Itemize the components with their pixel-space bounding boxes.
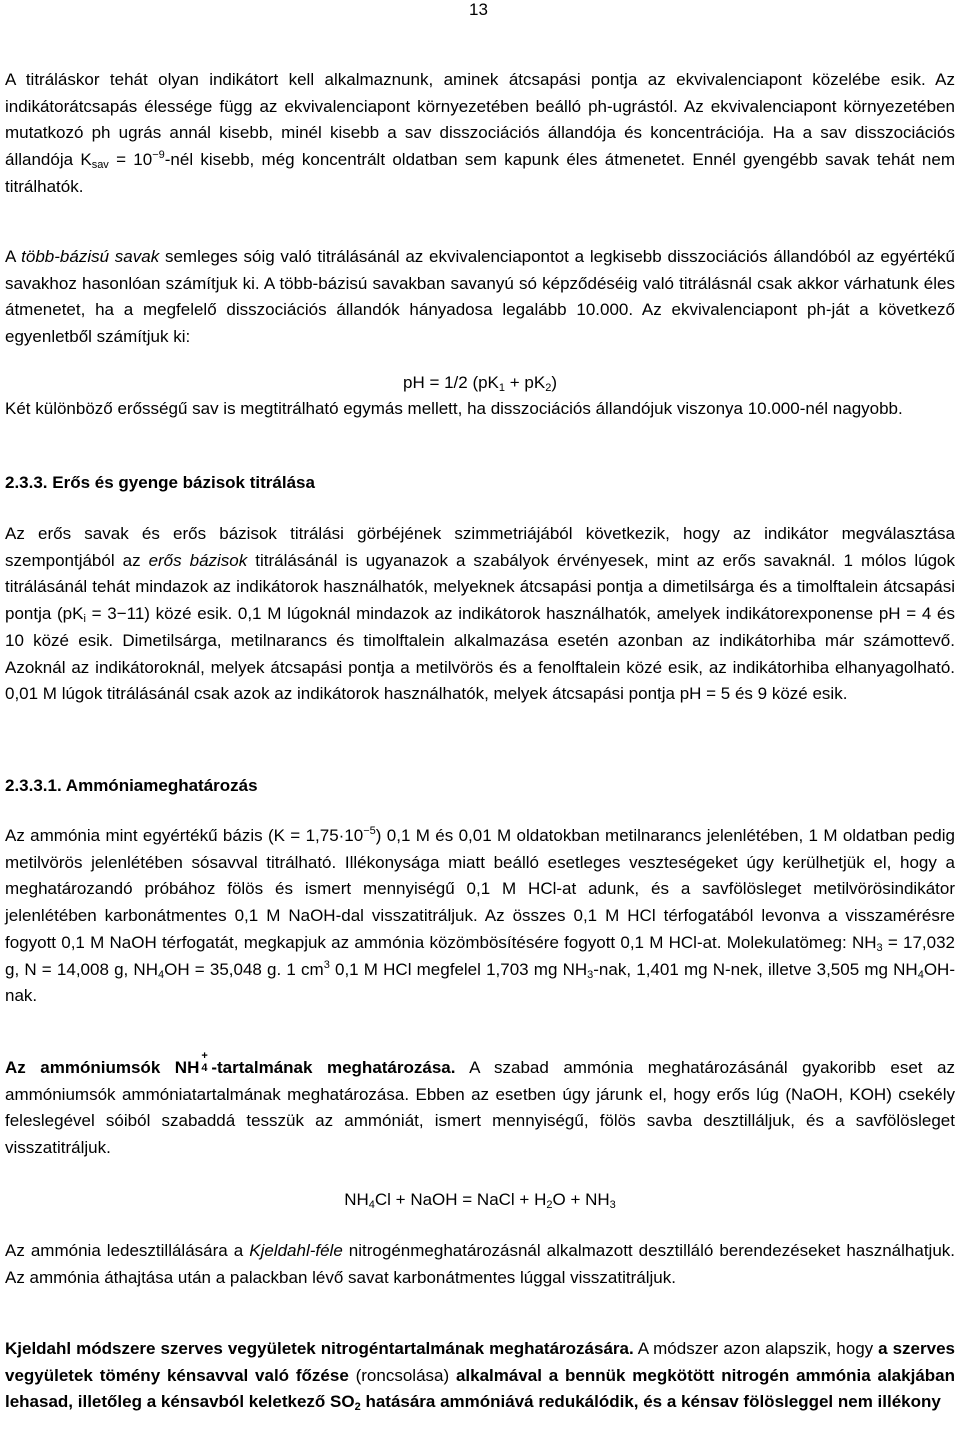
subscript: 4 — [157, 968, 165, 981]
bold-text: alkalmával a bennük megkötött nitrogén ammónia alakjában lehasad, illetőleg a kénsavból keletkező SO — [5, 1365, 955, 1412]
paragraph-two-acids: Két különböző erősségű sav is megtitrálható egymás mellett, ha disszociációs állandójuk viszonya 10.000-nél nagyobb. — [5, 399, 903, 418]
text-run: A szabad ammónia meghatározásánál gyakoribb eset az ammóniumsók ammóniatartalmának meghatározása. Ebben az esetben úgy járunk el, hogy erős lúg (NaOH, KOH) csekély feleslegével sóiból szabaddá tesszük az ammóniát, ismert mennyiségű, fölös savba desztilláljuk, és a savfölösleget visszatitráljuk. — [5, 1058, 956, 1158]
subscript: 3 — [587, 968, 594, 981]
equation-ph — [5, 370, 955, 396]
subscript: 4 — [201, 1062, 208, 1074]
text-run: semleges sóig való titrálásánál az ekvivalenciapontot a legkisebb disszociációs állandóból az egyértékű savakhoz hasonlóan számítjuk ki. A több-bázisú savakban savanyú só képződéséig való titrálásnál csak akkor várhatunk éles átmenetet, ha a megfelelő disszociációs állandók hányadosa legalább 10.000. Az ekvivalenciapont ph-ját a következő egyenletből számítjuk ki: — [5, 247, 955, 347]
text-run: O + NH — [552, 1190, 610, 1209]
paragraph-indicator-selection — [5, 67, 955, 201]
text-run: Az ammónia ledesztillálására a — [5, 1241, 250, 1260]
subsection-heading: 2.3.3.1. Ammóniameghatározás — [5, 776, 258, 795]
text-run: nitrogénmeghatározásnál alkalmazott desztilláló berendezéseket használhatjuk. Az ammónia áthajtása után a palackban lévő savat karbonátmentes lúggal visszatitráljuk. — [5, 1241, 956, 1287]
ion-charge-stack — [199, 1050, 211, 1074]
emphasis: több-bázisú savak — [21, 247, 160, 266]
superscript: −9 — [152, 149, 165, 162]
text-run: A módszer azon alapszik, hogy — [633, 1339, 879, 1358]
paragraph-ammonia-determination — [5, 823, 955, 1010]
text-run: + pK — [505, 373, 546, 392]
subscript: 2 — [354, 1401, 361, 1414]
bold-text: Kjeldahl módszere szerves vegyületek nitrogéntartalmának meghatározására. — [5, 1339, 634, 1358]
subscript: 3 — [876, 941, 883, 954]
paragraph-ammonium-salts — [5, 1050, 956, 1162]
text-run: NH — [344, 1190, 369, 1209]
bold-text: hatására ammóniává redukálódik, és a kénsav fölösleggel nem illékony — [360, 1392, 941, 1412]
subscript: 4 — [368, 1199, 375, 1211]
text-run: A titráláskor tehát olyan indikátort kell alkalmaznunk, aminek átcsapási pontja az ekvivalenciapont közelébe esik. Az indikátorátcsapás élessége függ az ekvivalenciapont környezetében beálló ph-ugrástól. Az ekvivalenciapont környezetében mutatkozó ph ugrás annál kisebb, minél kisebb a sav disszociációs állandója és koncentrációja. Ha a sav disszociációs állandója K — [5, 70, 955, 170]
emphasis: erős bázisok — [148, 550, 248, 570]
page-number: 13 — [469, 0, 488, 19]
subscript: 4 — [917, 968, 924, 981]
bold-text: a szerves vegyületek tömény kénsavval való főzése — [5, 1339, 955, 1385]
text-run: -nél kisebb, még koncentrált oldatban sem kapunk éles átmenetet. Ennél gyengébb savak tehát nem titrálhatók. — [5, 150, 955, 196]
text-run: OH = 35,048 g. 1 cm — [164, 959, 324, 979]
text-run: ) — [551, 373, 557, 392]
text-run: pH = 1/2 (pK — [402, 373, 499, 392]
paragraph-kjeldahl-method — [5, 1336, 955, 1416]
emphasis: Kjeldahl-féle — [249, 1241, 343, 1260]
section-heading: 2.3.3. Erős és gyenge bázisok titrálása — [5, 473, 315, 492]
superscript: 3 — [323, 958, 330, 971]
equation-reaction — [5, 1187, 955, 1213]
superscript: + — [201, 1050, 208, 1062]
text-run: = 3−11) közé esik. 0,1 M lúgoknál mindazok az indikátorok használhatók, amelyek indikátorexponense pH = 4 és 10 közé esik. Dimetilsárga, metilnarancs és timolftalein alkalmazása esetén azonban az indikátorhiba már számottevő. Azoknál az indikátoroknál, melyek átcsapási pontja a metilvörös és a fenolftalein közé esik, az indikátorhiba elhanyagolható. 0,01 M lúgok titrálásánál csak azok az indikátorok használhatók, melyek átcsapási pontja pH = 5 és 9 közé esik. — [5, 604, 955, 704]
bold-text: Az ammóniumsók NH — [5, 1058, 200, 1077]
text-run: (roncsolása) — [348, 1365, 456, 1385]
text-run: Az erős savak és erős bázisok titrálási görbéjének szimmetriájából következik, hogy az indikátor megválasztása szempontjából az — [5, 524, 955, 570]
superscript: −5 — [363, 825, 376, 837]
subscript: 1 — [498, 382, 506, 394]
text-run: = 10 — [108, 150, 153, 170]
bold-text: -tartalmának meghatározása. — [211, 1058, 456, 1077]
text-run: -nak, 1,401 mg N-nek, illetve 3,505 mg NH — [593, 959, 918, 979]
text-run: 0,1 M HCl megfelel 1,703 mg NH — [329, 959, 588, 979]
paragraph-strong-bases — [5, 521, 955, 708]
paragraph-polybasic-acids — [5, 244, 955, 351]
paragraph-kjeldahl-distillation — [5, 1238, 955, 1291]
subscript: 2 — [546, 1199, 553, 1211]
subscript: 3 — [609, 1199, 616, 1211]
text-run: Cl + NaOH = NaCl + H — [374, 1190, 547, 1209]
subscript: sav — [91, 159, 109, 172]
text-run: = 17,032 g, N = 14,008 g, NH — [5, 932, 956, 979]
text-run: OH-nak. — [5, 959, 955, 1006]
text-run: Az ammónia mint egyértékű bázis (K = 1,75·10 — [5, 826, 364, 845]
subscript: i — [83, 613, 86, 626]
text-run: ) 0,1 M és 0,01 M oldatokban metilnarancs jelenlétében, 1 M oldatban pedig metilvörös jelenlétében sósavval titrálható. Illékonysága miatt beálló esetleges veszteségeket úgy kerülhetjük el, hogy a meghatározandó próbához fölös és ismert mennyiségű 0,1 M HCl-at adunk, és a savfölösleget metilvörösindikátor jelenlétében karbonátmentes 0,1 M NaOH-dal visszatitráljuk. Az összes 0,1 M HCl térfogatából levonva a visszamérésre fogyott 0,1 M NaOH térfogatát, megkapjuk az ammónia közömbösítésére fogyott 0,1 M HCl-at. Molekulatömeg: NH — [5, 826, 955, 952]
subscript: 2 — [545, 382, 552, 394]
text-run: titrálásánál is ugyanazok a szabályok érvényesek, mint az erős savaknál. 1 mólos lúgok titrálásánál tehát mindazok az indikátorok használhatók, melyeknek átcsapási pontja a dimetilsárga és a timolftalein átcsapási pontja (pK — [5, 550, 955, 624]
text-run: A — [5, 247, 22, 266]
